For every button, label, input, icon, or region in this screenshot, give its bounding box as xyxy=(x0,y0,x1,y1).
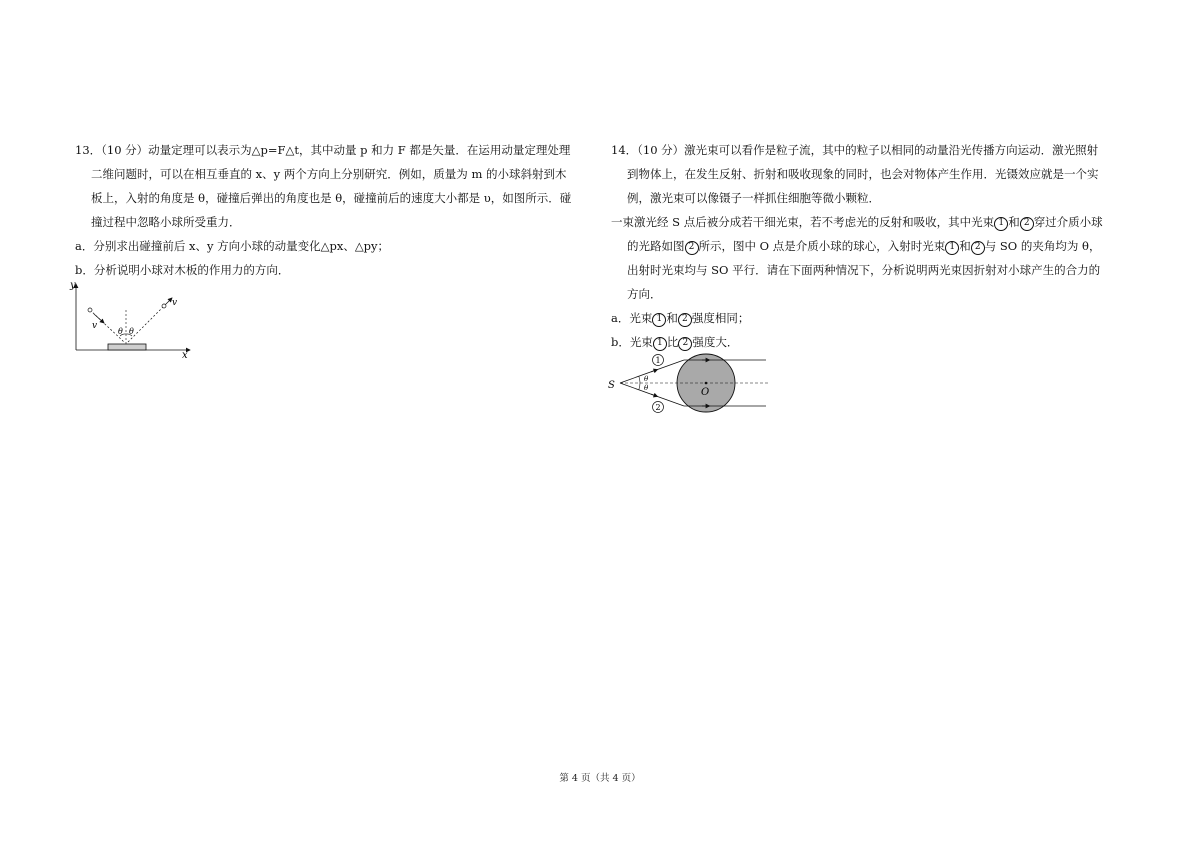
text: 和 xyxy=(1008,215,1020,229)
text: 所示，图中 O 点是介质小球的球心，入射时光束 xyxy=(698,239,946,253)
circled-2: 2 xyxy=(678,337,692,351)
question-14 xyxy=(611,138,1131,354)
page-footer: 第 4 页（共 4 页） xyxy=(559,773,641,784)
q14-part-a xyxy=(611,306,1131,330)
text: 和 xyxy=(666,311,678,325)
text: 一束激光经 S 点后被分成若干细光束，若不考虑光的反射和吸收，其中光束 xyxy=(611,215,995,229)
q14-line: 到物体上，在发生反射、折射和吸收现象的同时，也会对物体产生作用．光镊效应就是一个实 xyxy=(627,167,1099,181)
q13-line: 板上，入射的角度是 θ，碰撞后弹出的角度也是 θ，碰撞前后的速度大小都是 υ，如图所示．碰 xyxy=(91,191,572,205)
q14-line: 方向． xyxy=(627,287,662,301)
question-13 xyxy=(75,138,595,282)
beam-2-arrow xyxy=(651,394,656,396)
circled-1: 1 xyxy=(652,313,666,327)
beam-1-label: 1 xyxy=(655,356,661,365)
q14-figure xyxy=(606,352,772,414)
text: 比 xyxy=(666,335,679,349)
theta-label: θ xyxy=(129,327,134,336)
y-axis-label: y xyxy=(70,280,76,291)
theta-label: θ xyxy=(644,375,649,383)
x-axis-label: x xyxy=(182,350,188,360)
circled-2: 2 xyxy=(971,241,985,255)
velocity-label: v xyxy=(92,321,98,331)
q14-part-b xyxy=(611,330,1131,354)
q14-line: 14．（10 分）激光束可以看作是粒子流，其中的粒子以相同的动量沿光传播方向运动．激光照射 xyxy=(611,143,1099,157)
q14-line xyxy=(611,234,1131,258)
circled-1: 1 xyxy=(653,337,667,351)
point-s-label: S xyxy=(608,380,615,391)
q13-figure xyxy=(68,278,198,360)
circled-2: 2 xyxy=(685,241,699,255)
text: 和 xyxy=(959,239,971,253)
q14-line: 例，激光束可以像镊子一样抓住细胞等微小颗粒． xyxy=(627,191,880,205)
circled-2: 2 xyxy=(678,313,692,327)
q14-line: 出射时光束均与 SO 平行．请在下面两种情况下，分析说明两光束因折射对小球产生的合力的 xyxy=(627,263,1101,277)
circled-2: 2 xyxy=(1020,217,1034,231)
text: 与 SO 的夹角均为 θ， xyxy=(984,239,1101,253)
circled-1: 1 xyxy=(994,217,1008,231)
theta-label: θ xyxy=(118,327,123,336)
text: a．光束 xyxy=(611,311,653,325)
angle-arc xyxy=(639,383,640,390)
sphere-center-dot xyxy=(705,382,708,385)
q14-line xyxy=(611,210,1131,234)
reflected-path xyxy=(128,306,164,342)
center-o-label: O xyxy=(701,387,710,398)
text: 强度大． xyxy=(692,335,739,349)
ball-icon xyxy=(162,304,166,308)
velocity-label: v xyxy=(172,298,178,308)
q13-line: 二维问题时，可以在相互垂直的 x、y 两个方向上分别研究．例如，质量为 m 的小球斜射到木 xyxy=(91,167,567,181)
beam-2-label: 2 xyxy=(655,403,661,412)
text: 强度相同； xyxy=(691,311,750,325)
wooden-board xyxy=(108,344,146,350)
beam-1-arrow xyxy=(651,370,656,372)
q13-line: 撞过程中忽略小球所受重力． xyxy=(91,215,241,229)
ball-icon xyxy=(88,308,92,312)
theta-label: θ xyxy=(644,384,649,392)
q13-line: 13．（10 分）动量定理可以表示为△p=F△t，其中动量 p 和力 F 都是矢量．在运用动量定理处理 xyxy=(75,143,571,157)
q13-part-b: b．分析说明小球对木板的作用力的方向． xyxy=(75,263,290,277)
circled-1: 1 xyxy=(945,241,959,255)
text: b．光束 xyxy=(611,335,653,349)
text: 穿过介质小球 xyxy=(1033,215,1103,229)
q13-part-a: a．分别求出碰撞前后 x、y 方向小球的动量变化△px、△py； xyxy=(75,239,390,253)
angle-arc xyxy=(639,376,640,383)
text: 的光路如图 xyxy=(627,239,685,253)
